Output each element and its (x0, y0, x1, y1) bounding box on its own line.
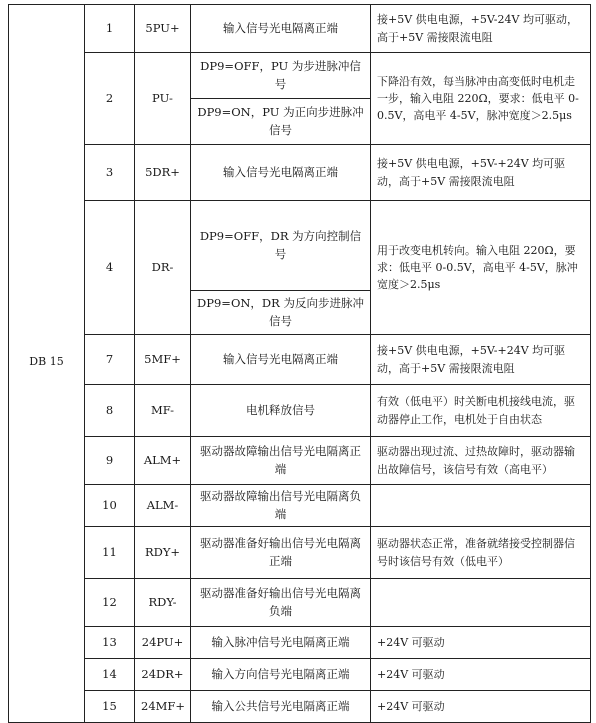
pin-description: 用于改变电机转向。输入电阻 220Ω，要求：低电平 0-0.5V，高电平 4-5V，脉冲宽度＞2.5μs (371, 201, 591, 335)
pin-name: 5DR+ (135, 145, 191, 201)
pin-description: 有效（低电平）时关断电机接线电流，驱动器停止工作，电机处于自由状态 (371, 385, 591, 437)
pin-number: 7 (85, 335, 135, 385)
pin-name: DR- (135, 201, 191, 335)
pin-name: MF- (135, 385, 191, 437)
table-row (9, 5, 591, 53)
table-row (9, 385, 591, 437)
pin-function: 驱动器准备好输出信号光电隔离正端 (191, 527, 371, 579)
connector-cell (9, 5, 85, 723)
pin-description: 接+5V 供电电源，+5V-+24V 均可驱动，高于+5V 需接限流电阻 (371, 335, 591, 385)
pin-number: 3 (85, 145, 135, 201)
table-row (9, 691, 591, 723)
pin-number: 14 (85, 659, 135, 691)
pin-function-on: DP9=ON，DR 为反向步进脉冲信号 (191, 291, 371, 335)
pin-description: +24V 可驱动 (371, 659, 591, 691)
pin-function: 输入信号光电隔离正端 (191, 335, 371, 385)
pin-description: 接+5V 供电电源，+5V-+24V 均可驱动，高于+5V 需接限流电阻 (371, 145, 591, 201)
pin-description: +24V 可驱动 (371, 627, 591, 659)
pin-name: 5MF+ (135, 335, 191, 385)
table-row (9, 201, 591, 291)
pin-number: 10 (85, 485, 135, 527)
pin-name: 24DR+ (135, 659, 191, 691)
pin-description: 驱动器状态正常，准备就绪接受控制器信号时该信号有效（低电平） (371, 527, 591, 579)
pin-function: 输入信号光电隔离正端 (191, 5, 371, 53)
table-row (9, 437, 591, 485)
pin-number: 1 (85, 5, 135, 53)
pin-function: 驱动器故障输出信号光电隔离负端 (191, 485, 371, 527)
table-row (9, 335, 591, 385)
table-row (9, 627, 591, 659)
pin-function: 电机释放信号 (191, 385, 371, 437)
pin-name: RDY- (135, 579, 191, 627)
pin-number: 8 (85, 385, 135, 437)
pin-name: PU- (135, 53, 191, 145)
pin-definition-table (8, 4, 591, 723)
connector-label: DB 15 (29, 354, 64, 368)
pin-function: 驱动器故障输出信号光电隔离正端 (191, 437, 371, 485)
pin-function-off: DP9=OFF，DR 为方向控制信号 (191, 201, 371, 291)
pin-name: ALM+ (135, 437, 191, 485)
pin-function: 输入信号光电隔离正端 (191, 145, 371, 201)
pin-name: 5PU+ (135, 5, 191, 53)
table-row (9, 485, 591, 527)
pin-name: 24MF+ (135, 691, 191, 723)
pin-number: 4 (85, 201, 135, 335)
pin-number: 15 (85, 691, 135, 723)
pin-number: 9 (85, 437, 135, 485)
table-row (9, 53, 591, 99)
pin-name: RDY+ (135, 527, 191, 579)
pin-function-off: DP9=OFF，PU 为步进脉冲信号 (191, 53, 371, 99)
table-row (9, 145, 591, 201)
table-row (9, 527, 591, 579)
pin-name: ALM- (135, 485, 191, 527)
pin-number: 12 (85, 579, 135, 627)
pin-description (371, 579, 591, 627)
pin-number: 13 (85, 627, 135, 659)
pin-name: 24PU+ (135, 627, 191, 659)
pin-number: 2 (85, 53, 135, 145)
pin-function: 输入脉冲信号光电隔离正端 (191, 627, 371, 659)
pin-description (371, 485, 591, 527)
table-row (9, 659, 591, 691)
pin-description: 下降沿有效，每当脉冲由高变低时电机走一步，输入电阻 220Ω，要求：低电平 0-0.5V，高电平 4-5V，脉冲宽度＞2.5μs (371, 53, 591, 145)
pin-function: 输入方向信号光电隔离正端 (191, 659, 371, 691)
pin-function-on: DP9=ON，PU 为正向步进脉冲信号 (191, 99, 371, 145)
pin-description: +24V 可驱动 (371, 691, 591, 723)
pin-number: 11 (85, 527, 135, 579)
pin-function: 驱动器准备好输出信号光电隔离负端 (191, 579, 371, 627)
table-row (9, 579, 591, 627)
pin-description: 驱动器出现过流、过热故障时，驱动器输出故障信号，该信号有效（高电平） (371, 437, 591, 485)
pin-description: 接+5V 供电电源，+5V-24V 均可驱动，高于+5V 需接限流电阻 (371, 5, 591, 53)
pin-function: 输入公共信号光电隔离正端 (191, 691, 371, 723)
